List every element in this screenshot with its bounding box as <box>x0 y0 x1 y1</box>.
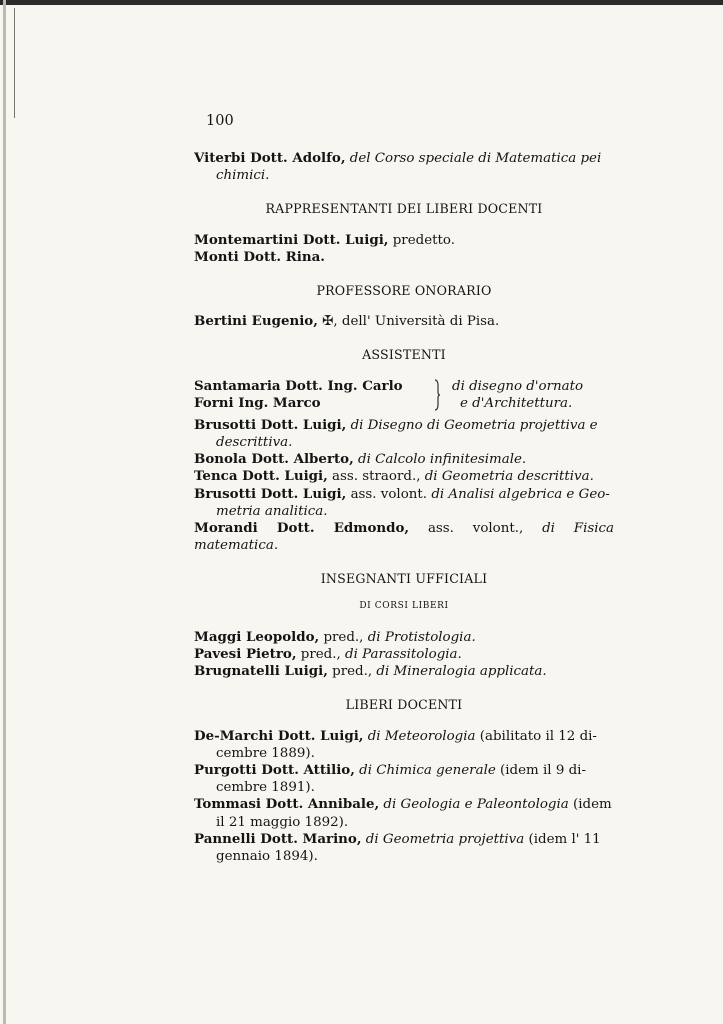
heading-liberi-docenti: LIBERI DOCENTI <box>345 697 463 713</box>
page-body <box>194 110 614 865</box>
entry-morandi: Morandi Dott. Edmondo, ass. volont., di Fisica matematica. <box>194 520 614 554</box>
entry-maggi: Maggi Leopoldo, pred., di Protistologia. <box>194 628 476 645</box>
heading-professore-onorario: PROFESSORE ONORARIO <box>316 283 492 299</box>
entry-brusotti-1: Brusotti Dott. Luigi, di Disegno di Geometria projettiva e descrittiva. <box>194 416 598 451</box>
entry-santamaria-forni: Santamaria Dott. Ing. Carlo Forni Ing. Marco di disegno d'ornato e d'Architettura. <box>194 378 614 417</box>
entry-brusotti-2: Brusotti Dott. Luigi, ass. volont. di Analisi algebrica e Geo- metria analitica. <box>194 485 610 519</box>
entry-bertini: Bertini Eugenio, ✠, dell' Università di Pisa. <box>194 313 500 330</box>
top-border <box>0 0 723 5</box>
brace-icon <box>422 378 452 417</box>
heading-rappresentanti: RAPPRESENTANTI DEI LIBERI DOCENTI <box>265 201 543 217</box>
entry-bonola: Bonola Dott. Alberto, di Calcolo infinitesimale. <box>194 451 527 468</box>
subheading-corsi-liberi: DI CORSI LIBERI <box>359 600 449 611</box>
entry-viterbi: Viterbi Dott. Adolfo, del Corso speciale di Matematica pei chimici. <box>194 150 602 184</box>
heading-assistenti: ASSISTENTI <box>362 347 446 363</box>
cross-symbol: ✠ <box>322 314 334 330</box>
entry-montemartini: Montemartini Dott. Luigi, predetto. <box>194 231 455 248</box>
entry-monti: Monti Dott. Rina. <box>194 248 325 265</box>
entry-brugnatelli: Brugnatelli Luigi, pred., di Mineralogia applicata. <box>194 663 547 680</box>
heading-insegnanti: INSEGNANTI UFFICIALI <box>320 571 488 587</box>
entry-tenca: Tenca Dott. Luigi, ass. straord., di Geometria descrittiva. <box>194 468 594 485</box>
entry-purgotti: Purgotti Dott. Attilio, di Chimica generale (idem il 9 di- cembre 1891). <box>194 762 586 796</box>
entry-pannelli: Pannelli Dott. Marino, di Geometria projettiva (idem l' 11 gennaio 1894). <box>194 830 601 865</box>
entry-de-marchi: De-Marchi Dott. Luigi, di Meteorologia (abilitato il 12 di- cembre 1889). <box>194 727 597 761</box>
entry-tommasi: Tommasi Dott. Annibale, di Geologia e Paleontologia (idem il 21 maggio 1892). <box>194 796 612 830</box>
left-page-mark <box>14 8 15 118</box>
page-number: 100 <box>206 113 234 129</box>
entry-pavesi: Pavesi Pietro, pred., di Parassitologia. <box>194 646 462 663</box>
left-page-edge <box>3 0 6 1024</box>
